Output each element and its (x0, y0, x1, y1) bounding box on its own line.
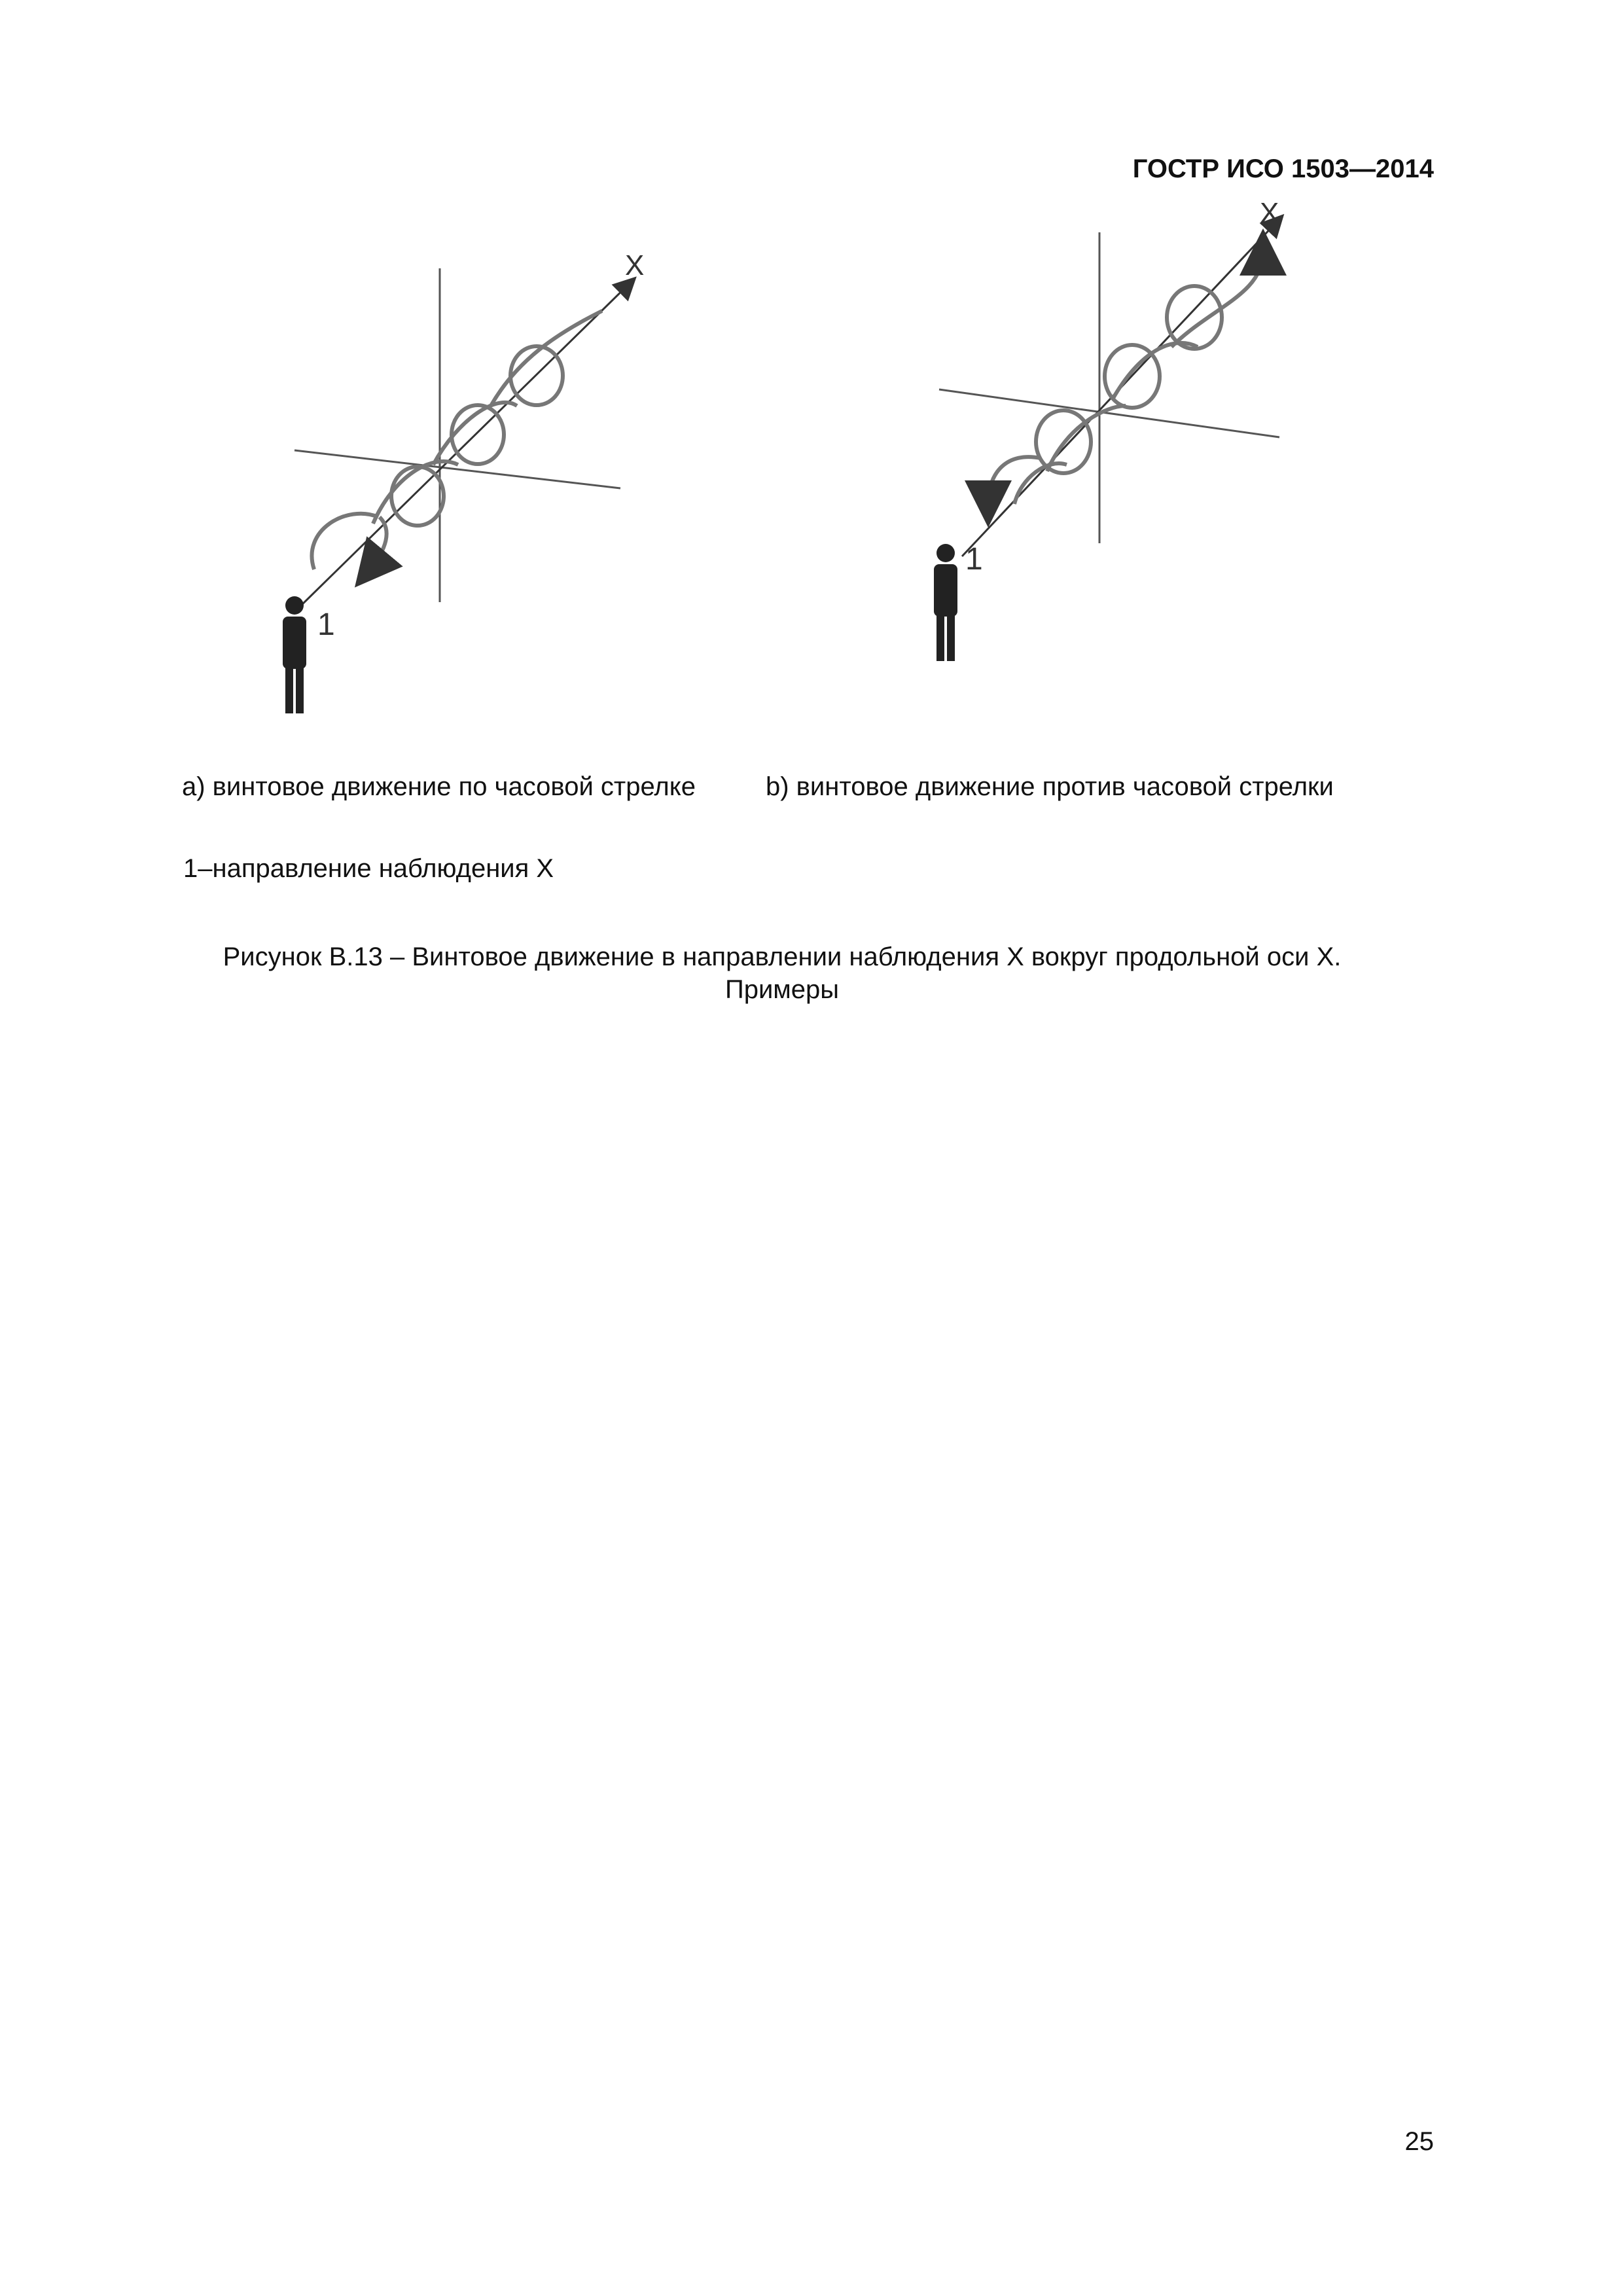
figure-a-clockwise-helix (262, 242, 668, 740)
x-axis-label: X (625, 249, 645, 281)
helix-loops (988, 252, 1263, 504)
x-axis-label: X (1260, 197, 1279, 229)
page-number: 25 (1404, 2127, 1434, 2156)
helix-loops (312, 311, 602, 569)
caption-line-1: Рисунок B.13 – Винтовое движение в направлении наблюдения X вокруг продольной оси X. (223, 942, 1342, 971)
legend: 1–направление наблюдения X (183, 854, 554, 883)
figure-caption (0, 941, 1564, 1006)
observer-figure (283, 596, 306, 713)
observer-figure (934, 544, 957, 661)
figure-a-label: а) винтовое движение по часовой стрелке (182, 772, 696, 801)
x-axis-line (298, 285, 628, 609)
figure-b-label: b) винтовое движение против часовой стрелки (766, 772, 1334, 801)
observer-number: 1 (965, 542, 983, 577)
observer-number: 1 (317, 607, 335, 642)
document-header: ГОСТР ИСО 1503—2014 (1132, 154, 1434, 183)
figure-b-counterclockwise-helix (910, 196, 1315, 694)
caption-line-2: Примеры (724, 975, 840, 1004)
